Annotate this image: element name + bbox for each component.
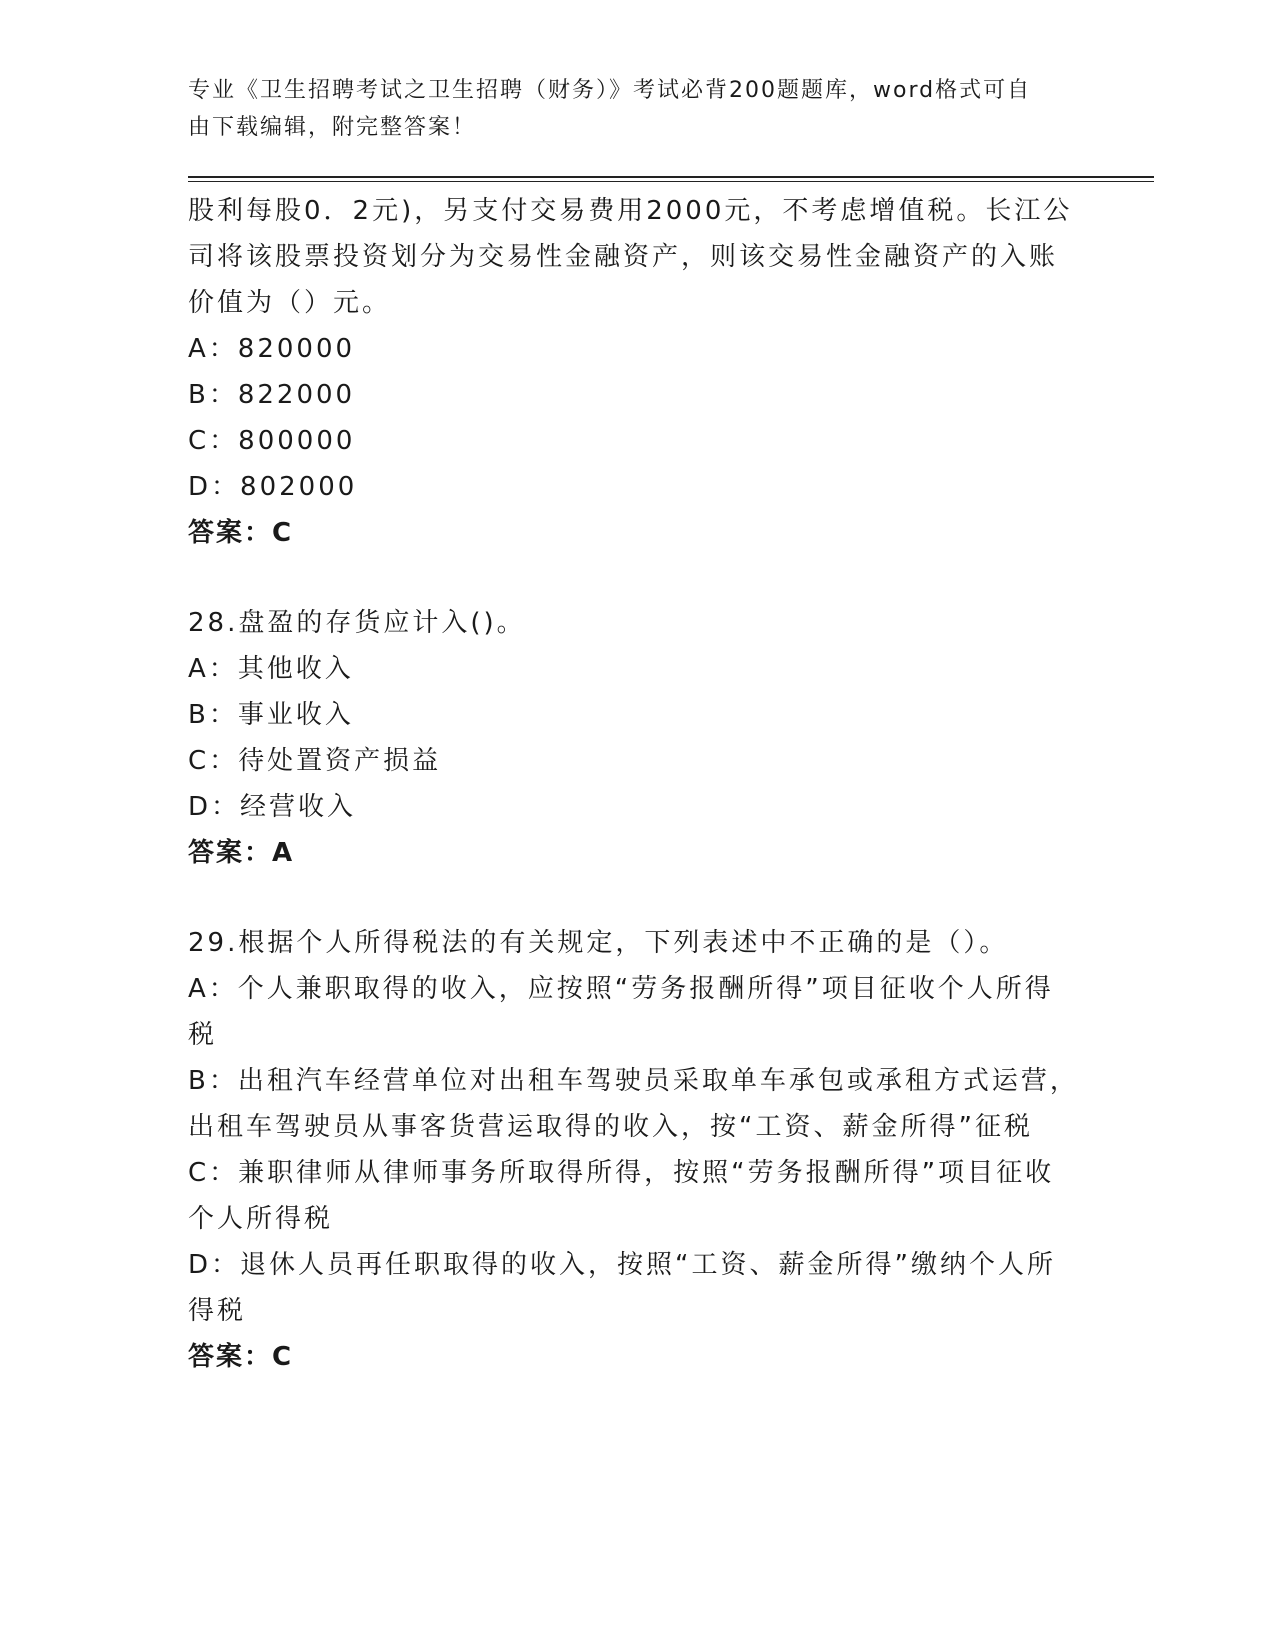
option-b: B：事业收入	[188, 700, 354, 730]
question-spacer	[188, 876, 1088, 920]
question-stem-line: 28.盘盈的存货应计入()。	[188, 608, 526, 638]
option-b: B：822000	[188, 380, 356, 410]
answer-label: 答案：C	[188, 1342, 294, 1372]
option-a: A：其他收入	[188, 654, 354, 684]
option-a: A：820000	[188, 334, 356, 364]
header-line-1: 专业《卫生招聘考试之卫生招聘（财务）》考试必背200题题库，word格式可自	[188, 78, 1032, 103]
question-list	[188, 188, 1088, 1380]
question-stem-line: 股利每股0．2元)，另支付交易费用2000元，不考虑增值税。长江公	[188, 196, 1073, 226]
option-c: C：待处置资产损益	[188, 746, 442, 776]
question-stem-line: 价值为（）元。	[188, 288, 392, 318]
option-c: C：800000	[188, 426, 356, 456]
header-divider-thin	[188, 181, 1154, 182]
question-27	[188, 188, 1088, 556]
option-text-line: D：退休人员再任职取得的收入，按照“工资、薪金所得”缴纳个人所	[188, 1250, 1056, 1280]
option-d	[188, 1242, 1088, 1334]
option-a	[188, 966, 1088, 1058]
option-d: D：802000	[188, 472, 358, 502]
option-b	[188, 1058, 1088, 1150]
option-text-line: 税	[188, 1020, 218, 1050]
question-stem-line: 司将该股票投资划分为交易性金融资产，则该交易性金融资产的入账	[188, 242, 1059, 272]
option-text-line: 得税	[188, 1296, 247, 1326]
answer-label: 答案：C	[188, 518, 294, 548]
option-d: D：经营收入	[188, 792, 357, 822]
question-spacer	[188, 556, 1088, 600]
option-c	[188, 1150, 1088, 1242]
option-text-line: 个人所得税	[188, 1204, 334, 1234]
question-28	[188, 600, 1088, 876]
option-text-line: A：个人兼职取得的收入，应按照“劳务报酬所得”项目征收个人所得	[188, 974, 1054, 1004]
question-stem-line: 29.根据个人所得税法的有关规定，下列表述中不正确的是（）。	[188, 928, 1009, 958]
document-header	[188, 72, 1068, 146]
option-text-line: C：兼职律师从律师事务所取得所得，按照“劳务报酬所得”项目征收	[188, 1158, 1055, 1188]
header-line-2: 由下载编辑，附完整答案！	[188, 115, 477, 140]
option-text-line: 出租车驾驶员从事客货营运取得的收入，按“工资、薪金所得”征税	[188, 1112, 1033, 1142]
answer-label: 答案：A	[188, 838, 295, 868]
option-text-line: B：出租汽车经营单位对出租车驾驶员采取单车承包或承租方式运营，	[188, 1066, 1079, 1096]
header-divider-thick	[188, 176, 1154, 178]
question-29	[188, 920, 1088, 1380]
